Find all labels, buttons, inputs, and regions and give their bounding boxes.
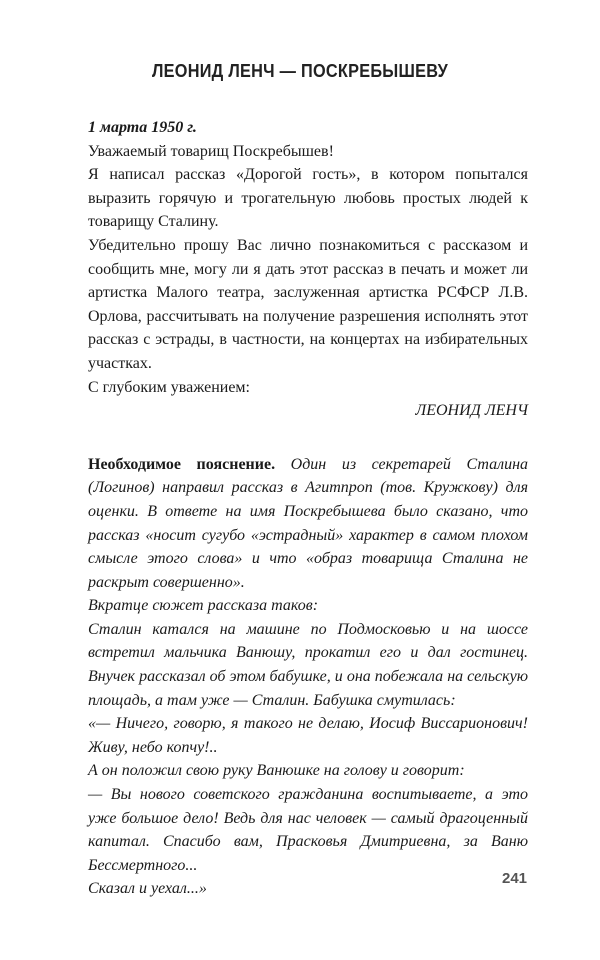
note-paragraph: — Вы нового советского гражданина воспитываете, а это уже большое дело! Ведь для нас человек — самый драгоценный капитал. Спасибо вам, Прасковья Дмитриевна, за Ваню Бессмертного... <box>88 786 528 874</box>
note-paragraph <box>88 453 528 595</box>
section-gap <box>88 423 528 453</box>
note-lead: Необходимое пояснение. <box>88 455 276 473</box>
letter-signature: ЛЕОНИД ЛЕНЧ <box>415 402 528 420</box>
note-paragraph: Вкратце сюжет рассказа таков: <box>88 597 319 615</box>
letter-closing: С глубоким уважением: <box>88 378 250 396</box>
letter-greeting: Уважаемый товарищ Поскребышев! <box>88 142 334 160</box>
letter-date: 1 марта 1950 г. <box>88 119 197 136</box>
note-paragraph: Сказал и уехал...» <box>88 880 207 898</box>
note-text: Один из секретарей Сталина (Логинов) направил рассказ в Агитпроп (тов. Кружкову) для оценки. В ответе на имя Поскребышева было сказано, что рассказ «носит сугубо «эстрадный» характер в самом плохом смысле этого слова» и что «образ товарища Сталина не раскрыт совершенно». <box>88 455 528 591</box>
letter-paragraph: Я написал рассказ «Дорогой гость», в котором попытался выразить горячую и трогательную любовь простых людей к товарищу Сталину. <box>88 166 528 231</box>
page-number: 241 <box>502 870 528 887</box>
running-header: ЛЕОНИД ЛЕНЧ — ПОСКРЕБЫШЕВУ <box>151 60 449 81</box>
page-content <box>88 116 528 901</box>
letter-paragraph: Убедительно прошу Вас лично познакомиться с рассказом и сообщить мне, могу ли я дать этот рассказ в печать и может ли артистка Малого театра, заслуженная артистка РСФСР Л.В. Орлова, рассчитывать на получение разрешения исполнять этот рассказ с эстрады, в частности, на концертах на избирательных участках. <box>88 236 528 372</box>
note-paragraph: Сталин катался на машине по Подмосковью и на шоссе встретил мальчика Ванюшу, прокатил его и дал гостинец. Внучек рассказал об этом бабушке, и она побежала на сельскую площадь, а там уже — Сталин. Бабушка смутилась: <box>88 620 528 709</box>
note-paragraph: «— Ничего, говорю, я такого не делаю, Иосиф Виссарионович! Живу, небо копчу!.. <box>88 715 528 756</box>
note-paragraph: А он положил свою руку Ванюшке на голову и говорит: <box>88 762 465 780</box>
